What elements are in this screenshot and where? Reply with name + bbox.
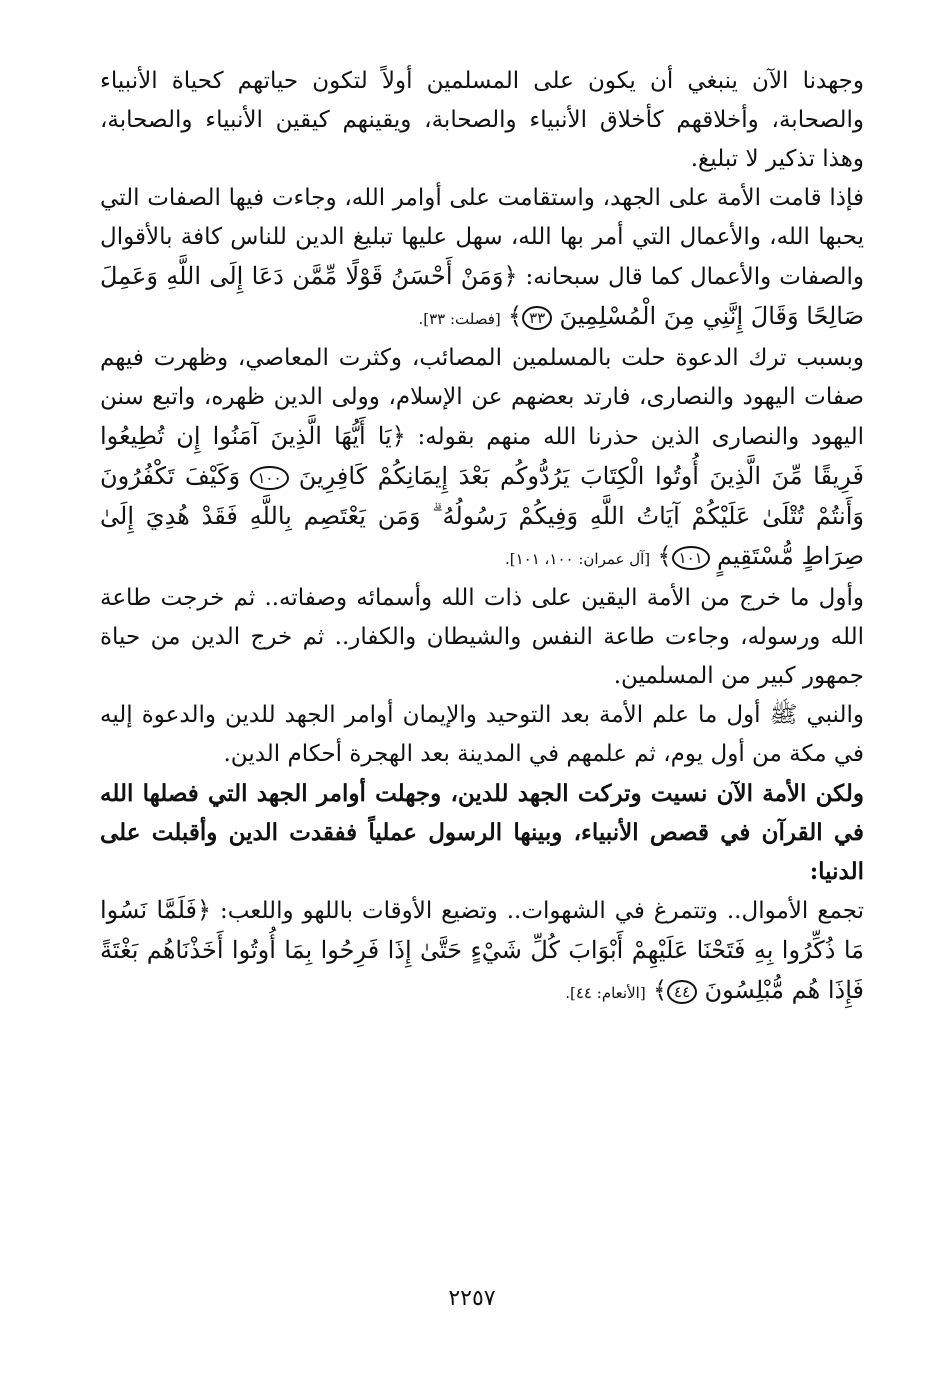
paragraph-2-text: فإذا قامت الأمة على الجهد، واستقامت على أوامر الله، وجاءت فيها الصفات التي يحبها الله، والأعمال التي أمر بها الله، سهل عليها تبليغ الدين للناس كافة بالأقوال والصفات والأعمال كما قال سبحانه: — [100, 185, 865, 290]
paragraph-1 — [100, 62, 864, 179]
quran-verse: ﴿يَا أَيُّهَا الَّذِينَ آمَنُوا إِن تُطِيعُوا فَرِيقًا مِّنَ الَّذِينَ أُوتُوا الْكِتَابَ يَرُدُّوكُم بَعْدَ إِيمَانِكُمْ كَافِرِينَ — [100, 422, 865, 490]
paragraph-3-text: وبسبب ترك الدعوة حلت بالمسلمين المصائب، وكثرت المعاصي، وظهرت فيهم صفات اليهود والنصارى، فارتد بعضهم عن الإسلام، وولى الدين ظهره، واتبع سنن اليهود والنصارى الذين حذرنا الله منهم بقوله: — [100, 345, 864, 450]
ayah-number-marker: ٣٣ — [522, 306, 552, 330]
quran-close-bracket: ﴾ — [657, 542, 672, 570]
paragraph-1-text: وجهدنا الآن ينبغي أن يكون على المسلمين أولاً لتكون حياتهم كحياة الأنبياء والصحابة، وأخلاقهم كأخلاق الأنبياء والصحابة، ويقينهم كيقين الأنبياء والصحابة، وهذا تذكير لا تبليغ. — [100, 68, 864, 172]
ayah-number-marker: ٤٤ — [667, 980, 697, 1004]
paragraph-2 — [100, 179, 864, 339]
page-body — [100, 62, 864, 1302]
page-number: ٢٢٥٧ — [448, 1286, 496, 1311]
ayah-number-marker: ١٠١ — [672, 546, 710, 570]
verse-reference: [الأنعام: ٤٤]. — [565, 984, 646, 1002]
paragraph-6 — [100, 774, 864, 891]
verse-reference: [فصلت: ٣٣]. — [418, 310, 501, 328]
paragraph-6-text: ولكن الأمة الآن نسيت وتركت الجهد للدين، وجهلت أوامر الجهد التي فصلها الله في القرآن في قصص الأنبياء، وبينها الرسول عملياً ففقدت الدين وأقبلت على الدنيا: — [100, 780, 864, 885]
paragraph-4 — [100, 579, 864, 696]
quran-close-bracket: ﴾ — [652, 976, 668, 1004]
paragraph-7-text: تجمع الأموال.. وتتمرغ في الشهوات.. وتضيع الأوقات باللهو واللعب: — [220, 898, 865, 924]
quran-verse: ﴿وَمَنْ أَحْسَنُ قَوْلًا مِّمَّن دَعَا إِلَى اللَّهِ وَعَمِلَ صَالِحًا وَقَالَ إِنَّنِي مِنَ الْمُسْلِمِينَ — [100, 262, 864, 330]
quran-close-bracket: ﴾ — [508, 302, 523, 330]
quran-verse: ﴿فَلَمَّا نَسُوا مَا ذُكِّرُوا بِهِ فَتَحْنَا عَلَيْهِمْ أَبْوَابَ كُلِّ شَيْءٍ حَتَّىٰ إِذَا فَرِحُوا بِمَا أُوتُوا أَخَذْنَاهُم بَغْتَةً فَإِذَا هُم مُّبْلِسُونَ — [100, 896, 864, 1004]
paragraph-5-text: والنبي ﷺ أول ما علم الأمة بعد التوحيد والإيمان أوامر الجهد للدين والدعوة إليه في مكة من أول يوم، ثم علمهم في المدينة بعد الهجرة أحكام الدين. — [100, 702, 864, 767]
paragraph-4-text: وأول ما خرج من الأمة اليقين على ذات الله وأسمائه وصفاته.. ثم خرجت طاعة الله ورسوله، وجاءت طاعة النفس والشيطان والكفار.. ثم خرج الدين من حياة جمهور كبير من المسلمين. — [100, 585, 864, 689]
paragraph-5 — [100, 696, 864, 774]
paragraph-7 — [100, 891, 864, 1013]
paragraph-3 — [100, 339, 864, 579]
verse-reference: [آل عمران: ١٠٠، ١٠١]. — [504, 550, 651, 568]
ayah-number-marker: ١٠٠ — [250, 466, 288, 490]
quran-verse: وَكَيْفَ تَكْفُرُونَ وَأَنتُمْ تُتْلَىٰ عَلَيْكُمْ آيَاتُ اللَّهِ وَفِيكُمْ رَسُولُهُ ۗ وَمَن يَعْتَصِم بِاللَّهِ فَقَدْ هُدِيَ إِلَىٰ صِرَاطٍ مُّسْتَقِيمٍ — [100, 462, 864, 570]
